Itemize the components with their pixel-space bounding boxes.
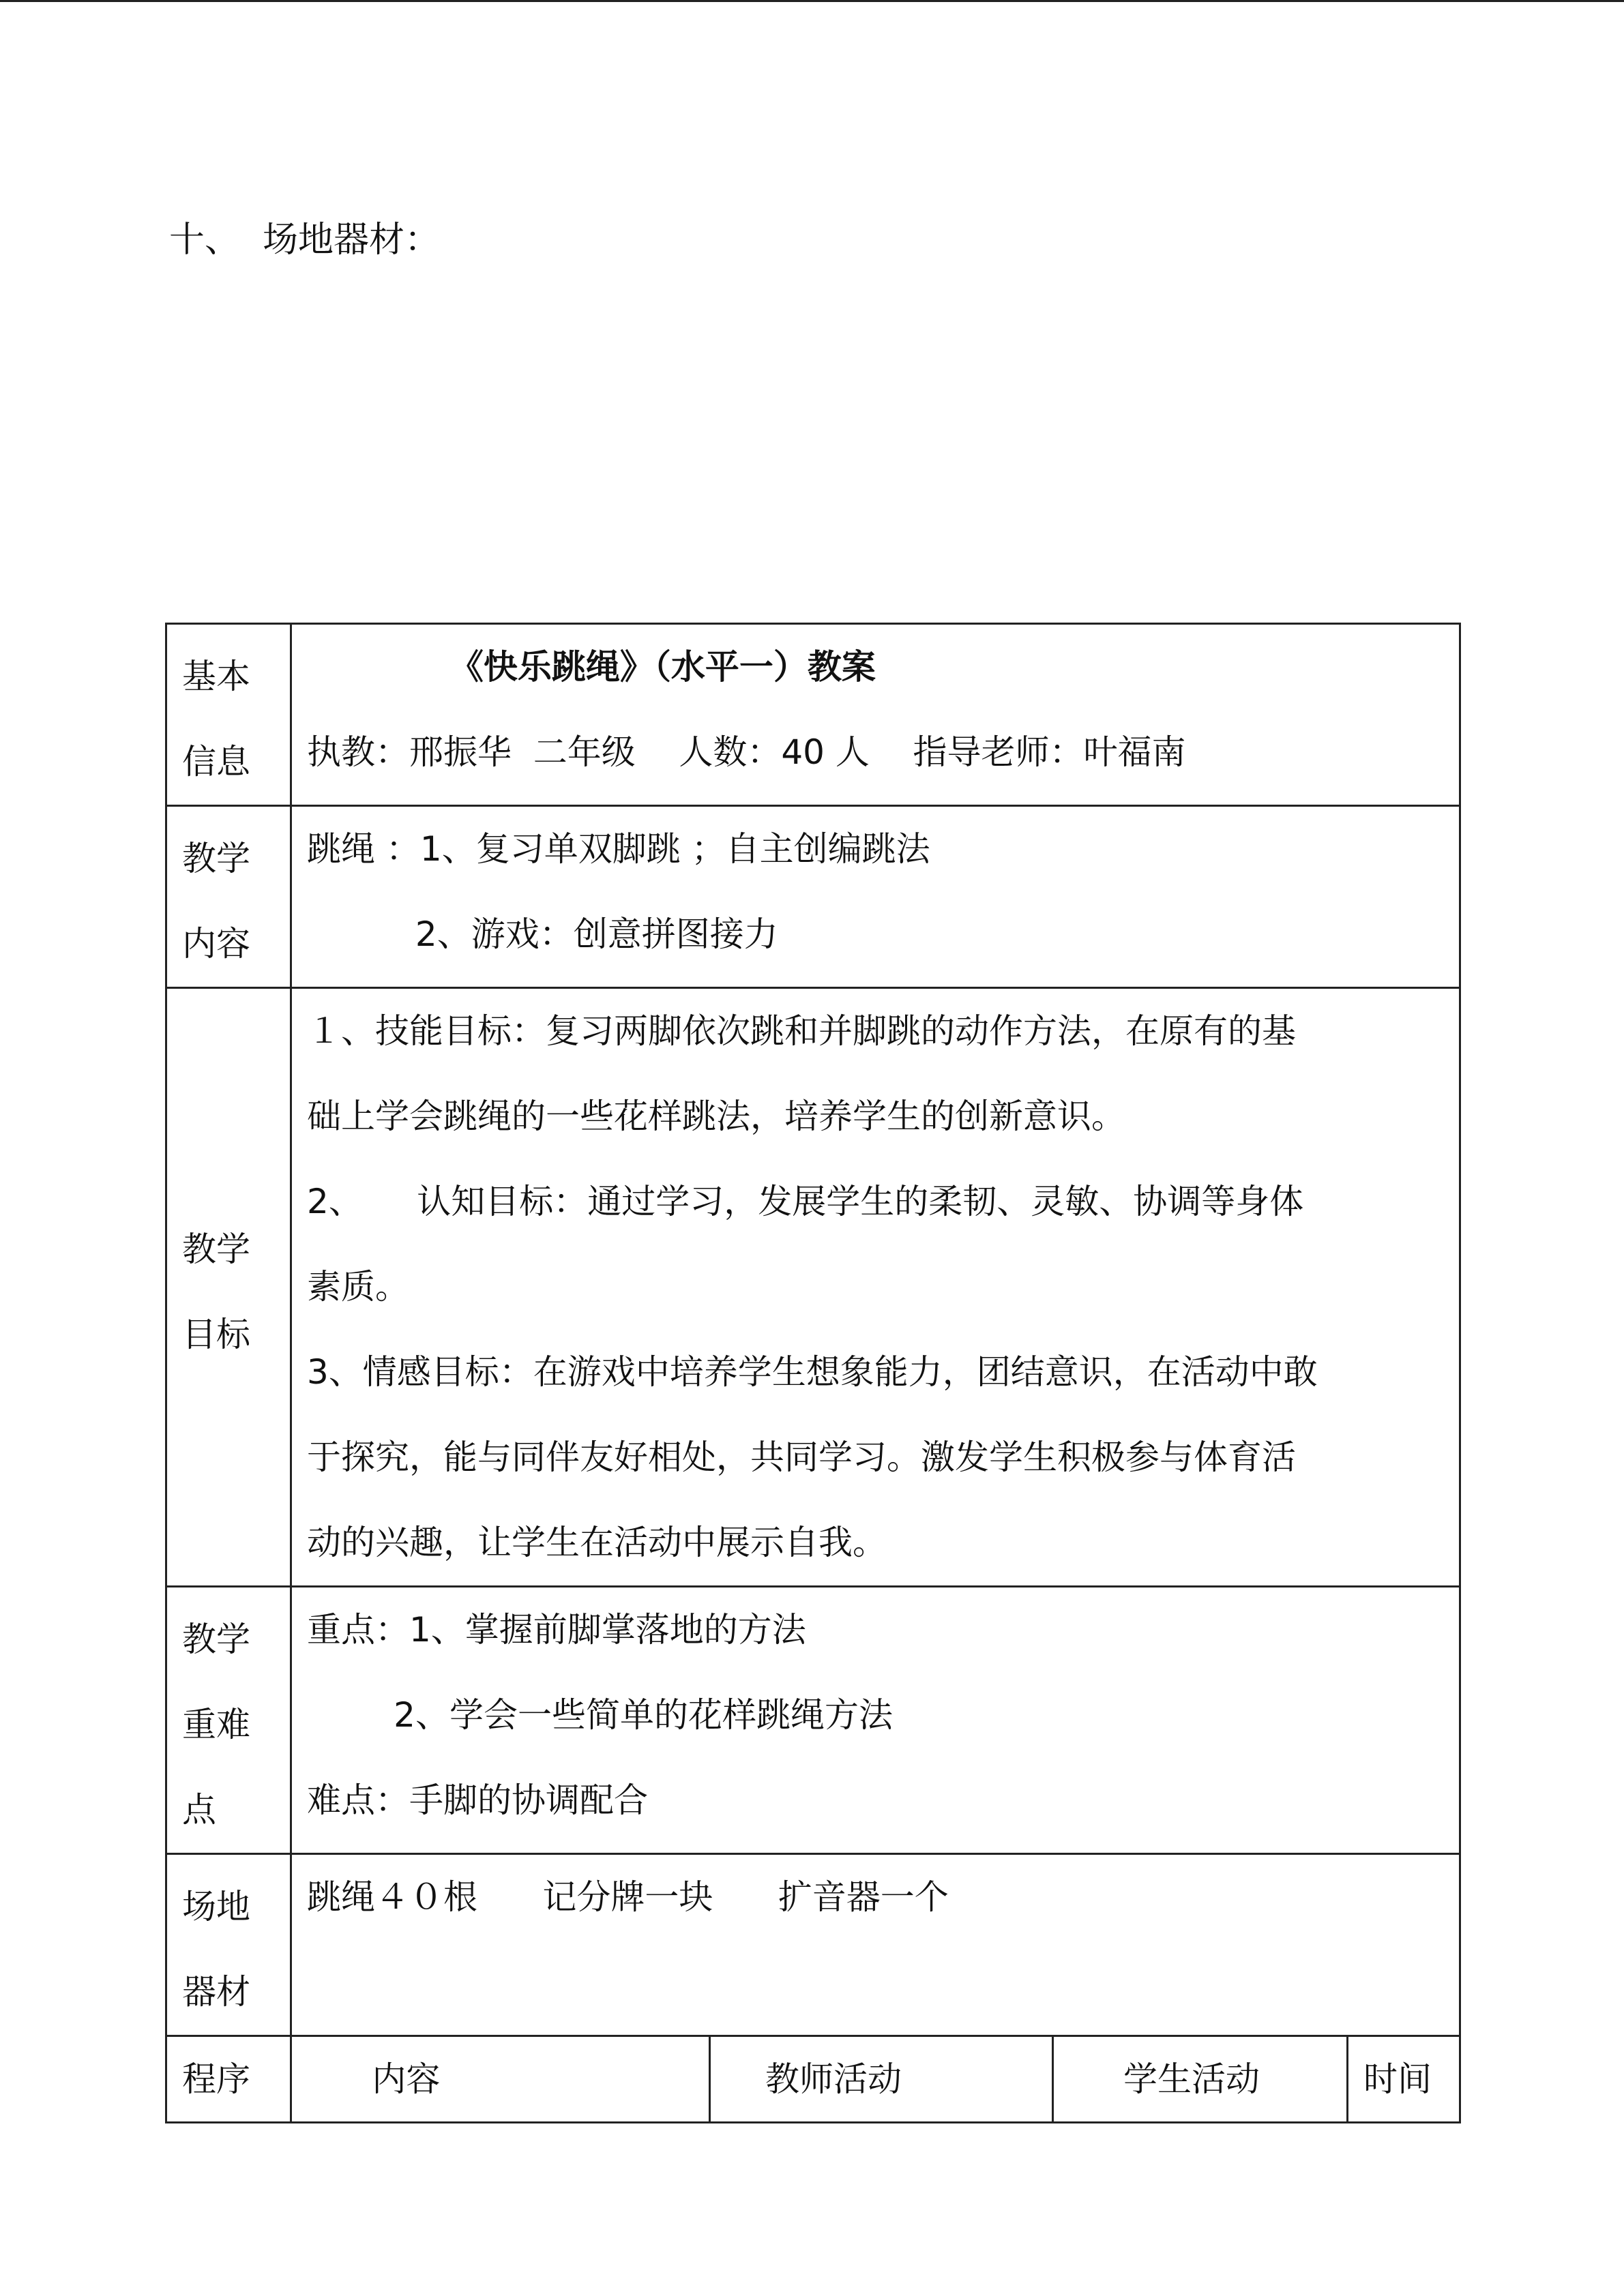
key-point-line: 难点：手脚的协调配合: [307, 1780, 648, 1820]
lesson-title: 《快乐跳绳》（水平一）教案: [307, 647, 876, 687]
lesson-meta: 执教：邢振华 二年级 人数：40 人 指导老师：叶福南: [307, 732, 1186, 772]
goal-line: 础上学会跳绳的一些花样跳法，培养学生的创新意识。: [307, 1097, 1125, 1136]
label-basic-info: 基本 信息: [166, 624, 291, 806]
row-equipment: [166, 1854, 1460, 2036]
lesson-plan-table: [165, 623, 1461, 2123]
teaching-content: [291, 806, 1460, 988]
goal-line: 动的兴趣，让学生在活动中展示自我。: [307, 1523, 887, 1562]
goal-line: 3、情感目标：在游戏中培养学生想象能力，团结意识，在活动中敢: [307, 1352, 1318, 1392]
equipment-list: [291, 1854, 1460, 2036]
label-key-points: 教学 重难 点: [166, 1587, 291, 1854]
row-procedure-header: [166, 2036, 1460, 2123]
label-equipment: 场地 器材: [166, 1854, 291, 2036]
key-point-line: 2、学会一些简单的花样跳绳方法: [307, 1695, 893, 1735]
col-header-time: 时间: [1348, 2036, 1460, 2123]
row-key-points: [166, 1587, 1460, 1854]
col-header-program: 程序: [166, 2036, 291, 2123]
page-top-border: [0, 0, 1624, 2]
equipment-line: 跳绳４０根 记分牌一块 扩音器一个: [307, 1877, 949, 1917]
goal-line: 素质。: [307, 1267, 409, 1307]
col-header-student: 学生活动: [1053, 2036, 1348, 2123]
row-teaching-goals: [166, 988, 1460, 1587]
content-line: 跳绳 ：1、复习单双脚跳 ；自主创编跳法: [307, 829, 930, 869]
label-teaching-goals: 教学 目标: [166, 988, 291, 1587]
col-header-content: 内容: [291, 2036, 710, 2123]
goal-line: １、技能目标：复习两脚依次跳和并脚跳的动作方法，在原有的基: [307, 1011, 1296, 1051]
section-heading: 十、 场地器材：: [169, 220, 441, 260]
content-line: 2、游戏：创意拼图接力: [307, 914, 778, 954]
key-points: [291, 1587, 1460, 1854]
row-basic-info: [166, 624, 1460, 806]
label-teaching-content: 教学 内容: [166, 806, 291, 988]
teaching-goals: [291, 988, 1460, 1587]
basic-info-content: [291, 624, 1460, 806]
key-point-line: 重点：1、掌握前脚掌落地的方法: [307, 1610, 806, 1650]
goal-line: 2、 认知目标：通过学习，发展学生的柔韧、灵敏、协调等身体: [307, 1182, 1304, 1221]
col-header-teacher: 教师活动: [710, 2036, 1053, 2123]
goal-line: 于探究，能与同伴友好相处，共同学习。激发学生积极参与体育活: [307, 1437, 1296, 1477]
row-teaching-content: [166, 806, 1460, 988]
